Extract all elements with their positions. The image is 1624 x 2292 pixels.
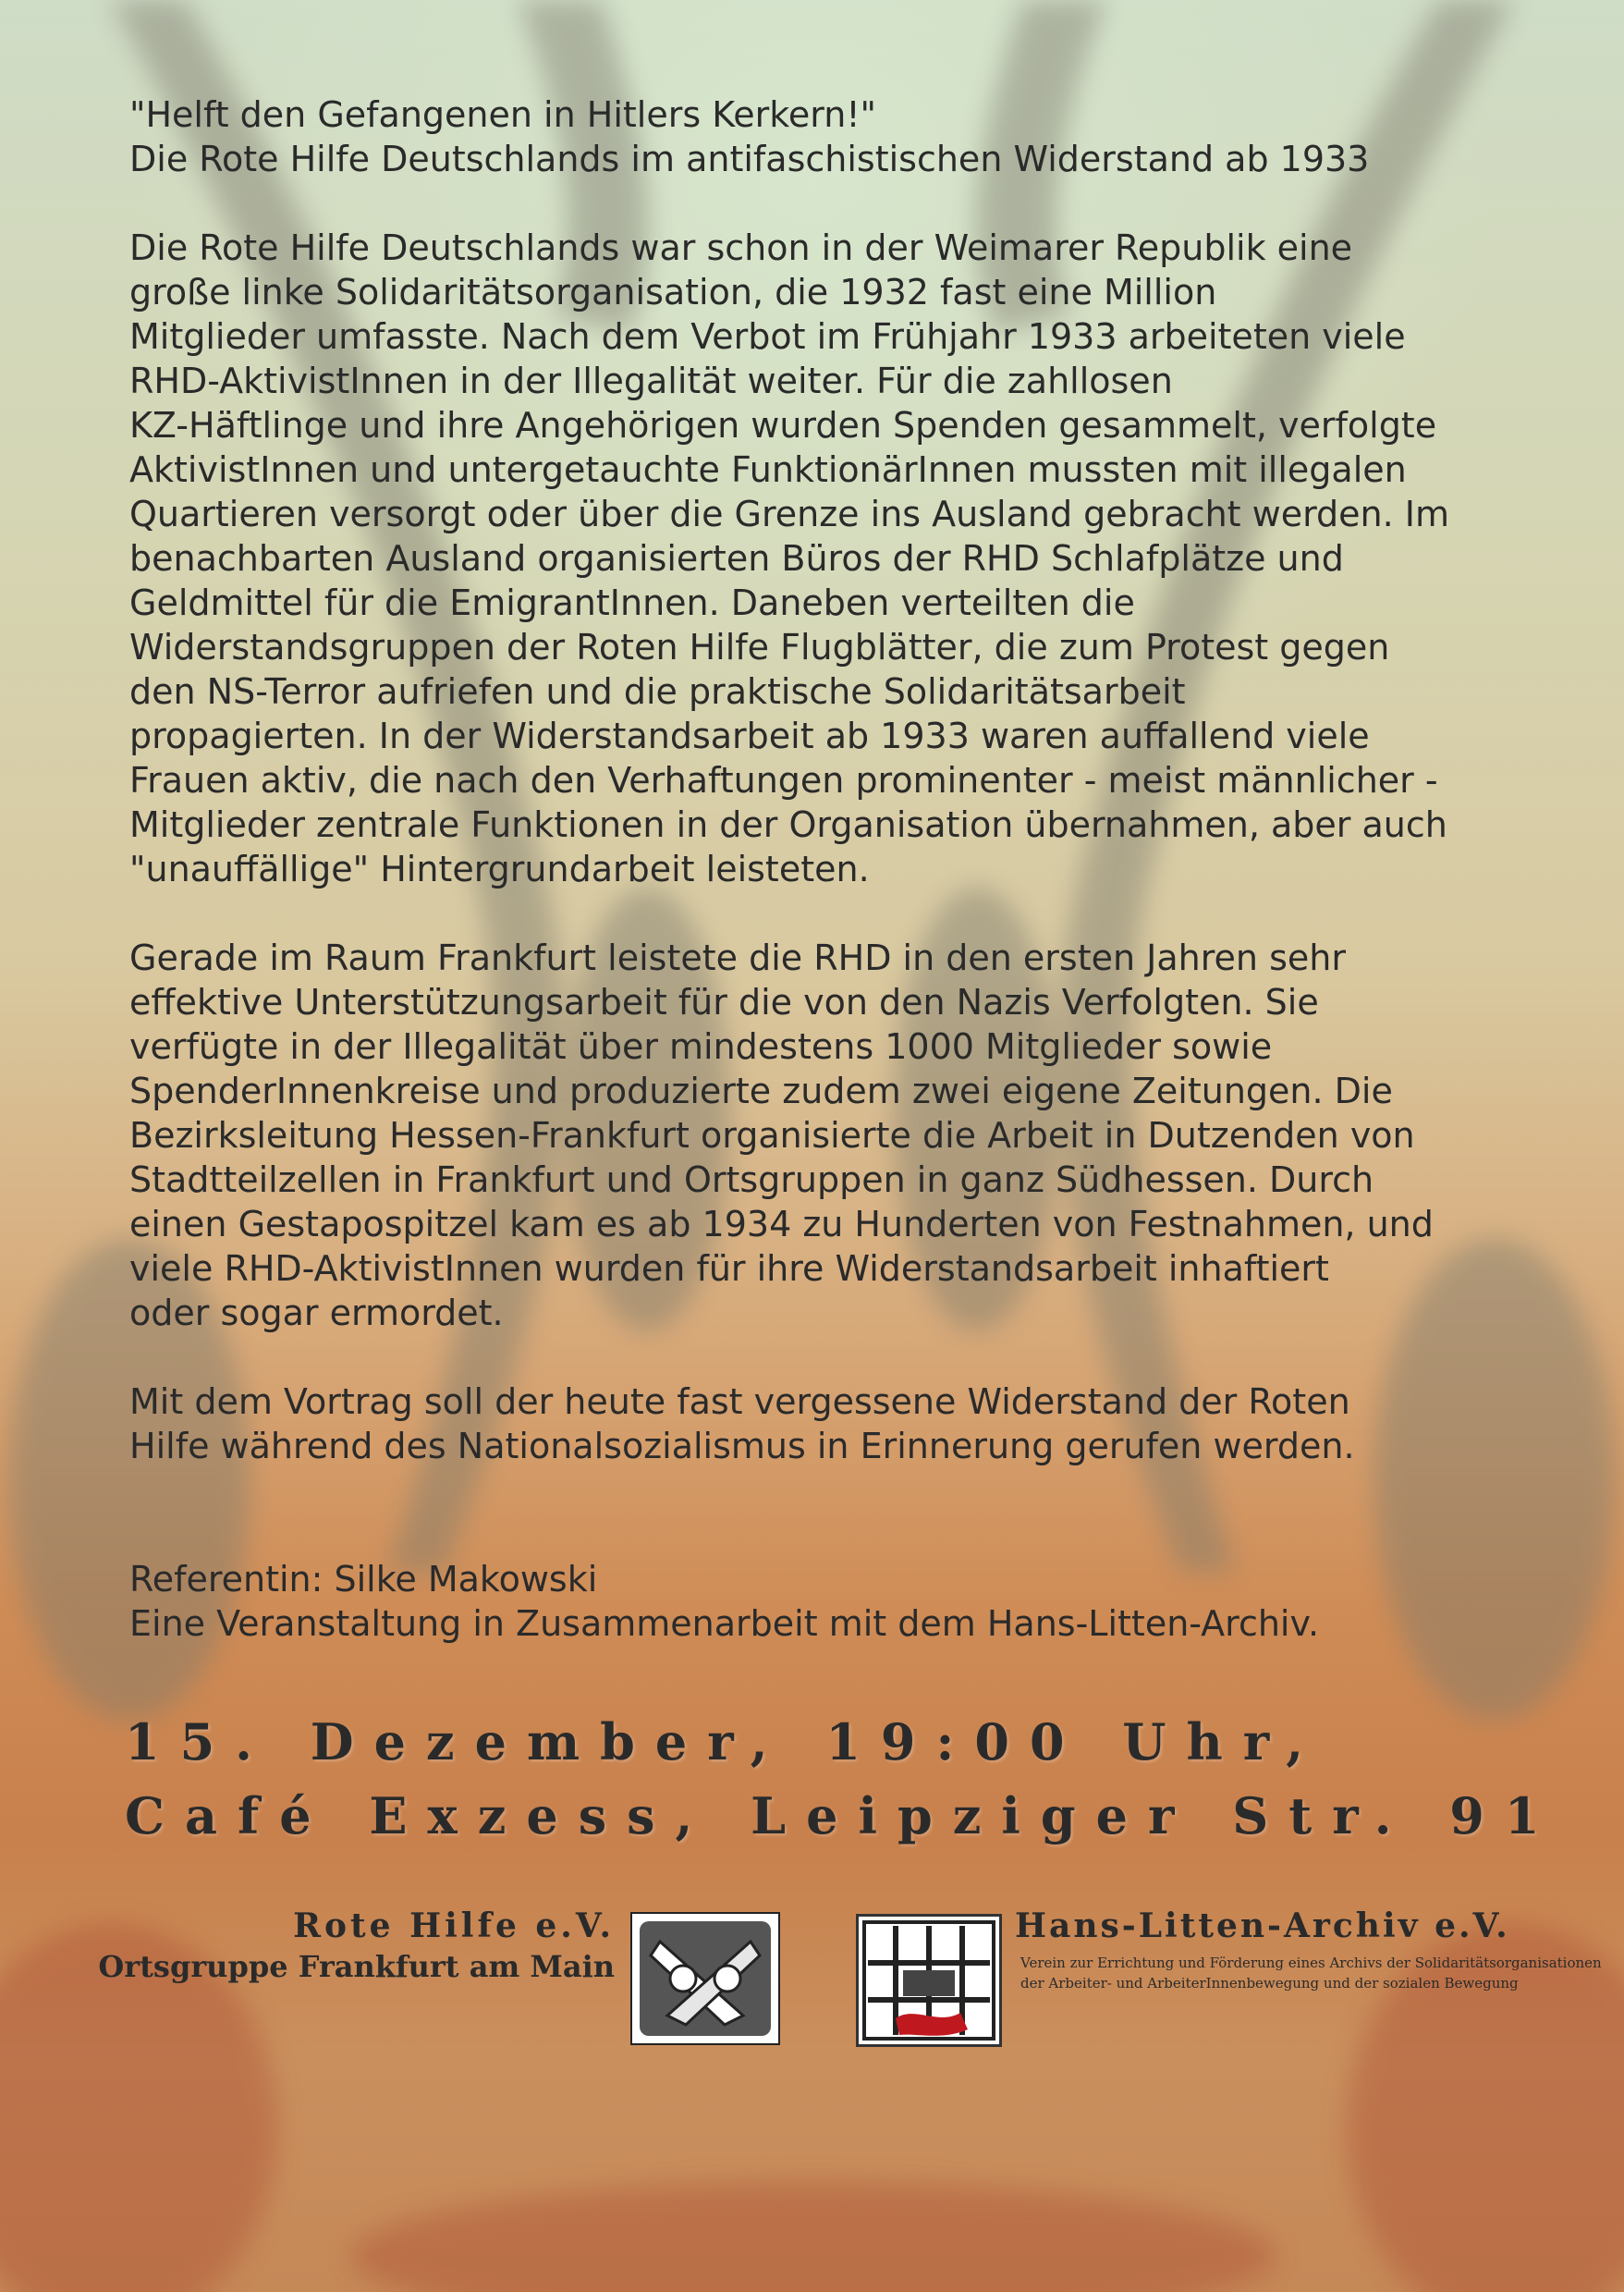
hans-litten-archiv-logo bbox=[856, 1914, 1002, 2047]
org-right-desc: Verein zur Errichtung und Förderung eines Archivs der Solidaritätsorganisationen der Arbeiter- und ArbeiterInnenbewegung und der sozialen Bewegung bbox=[1020, 1955, 1602, 1992]
event-date: 15. Dezember, 19:00 Uhr, bbox=[125, 1712, 1325, 1771]
org-left-sub: Ortsgruppe Frankfurt am Main bbox=[98, 1949, 615, 1984]
credits: Referentin: Silke Makowski Eine Veranstaltung in Zusammenarbeit mit dem Hans-Litten-Archiv. bbox=[129, 1559, 1320, 1644]
rote-hilfe-logo bbox=[630, 1912, 780, 2045]
event-venue: Café Exzess, Leipziger Str. 91 bbox=[125, 1786, 1560, 1845]
org-right-name: Hans-Litten-Archiv e.V. bbox=[1015, 1906, 1510, 1945]
text-body bbox=[129, 92, 1534, 1646]
org-left-name: Rote Hilfe e.V. bbox=[293, 1906, 615, 1945]
prison-window-icon bbox=[859, 1917, 999, 2044]
org-left bbox=[98, 1906, 615, 1984]
paragraph-1: Die Rote Hilfe Deutschlands war schon in der Weimarer Republik eine große linke Solidaritätsorganisation, die 1932 fast eine Million Mitglieder umfasste. Nach dem Verbot im Frühjahr 1933 arbeiteten viele RHD-AktivistInnen in der Illegalität weiter. Für die zahllosen KZ-Häftlinge und ihre Angehörigen wurden Spenden gesammelt, verfolgte AktivistInnen und untergetauchte FunktionärInnen mussten mit illegalen Quartieren versorgt oder über die Grenze ins Ausland gebracht werden. Im benachbarten Ausland organisierten Büros der RHD Schlafplätze und Geldmittel für die EmigrantInnen. Daneben verteilten die Widerstandsgruppen der Roten Hilfe Flugblätter, die zum Protest gegen den NS-Terror aufriefen und die praktische Solidaritätsarbeit propagierten. In der Widerstandsarbeit ab 1933 waren auffallend viele Frauen aktiv, die nach den Verhaftungen prominenter - meist männlicher - Mitglieder zentrale Funktionen in der Organisation übernahmen, aber auch "unauffällige" Hintergrundarbeit leisteten. bbox=[129, 227, 1450, 889]
paragraph-2: Gerade im Raum Frankfurt leistete die RHD in den ersten Jahren sehr effektive Unterstützungsarbeit für die von den Nazis Verfolgten. Sie verfügte in der Illegalität über mindestens 1000 Mitglieder sowie SpenderInnenkreise und produzierte zudem zwei eigene Zeitungen. Die Bezirksleitung Hessen-Frankfurt organisierte die Arbeit in Dutzenden von Stadtteilzellen in Frankfurt und Ortsgruppen in ganz Südhessen. Durch einen Gestapospitzel kam es ab 1934 zu Hunderten von Festnahmen, und viele RHD-AktivistInnen wurden für ihre Widerstandsarbeit inhaftiert oder sogar ermordet. bbox=[129, 938, 1434, 1333]
paragraph-3: Mit dem Vortrag soll der heute fast vergessene Widerstand der Roten Hilfe während des Nationalsozialismus in Erinnerung gerufen werden. bbox=[129, 1381, 1355, 1466]
org-right bbox=[1015, 1906, 1602, 1993]
crossed-arms-icon bbox=[632, 1914, 778, 2043]
event-heading: "Helft den Gefangenen in Hitlers Kerkern!" Die Rote Hilfe Deutschlands im antifaschistischen Widerstand ab 1933 bbox=[129, 94, 1370, 179]
